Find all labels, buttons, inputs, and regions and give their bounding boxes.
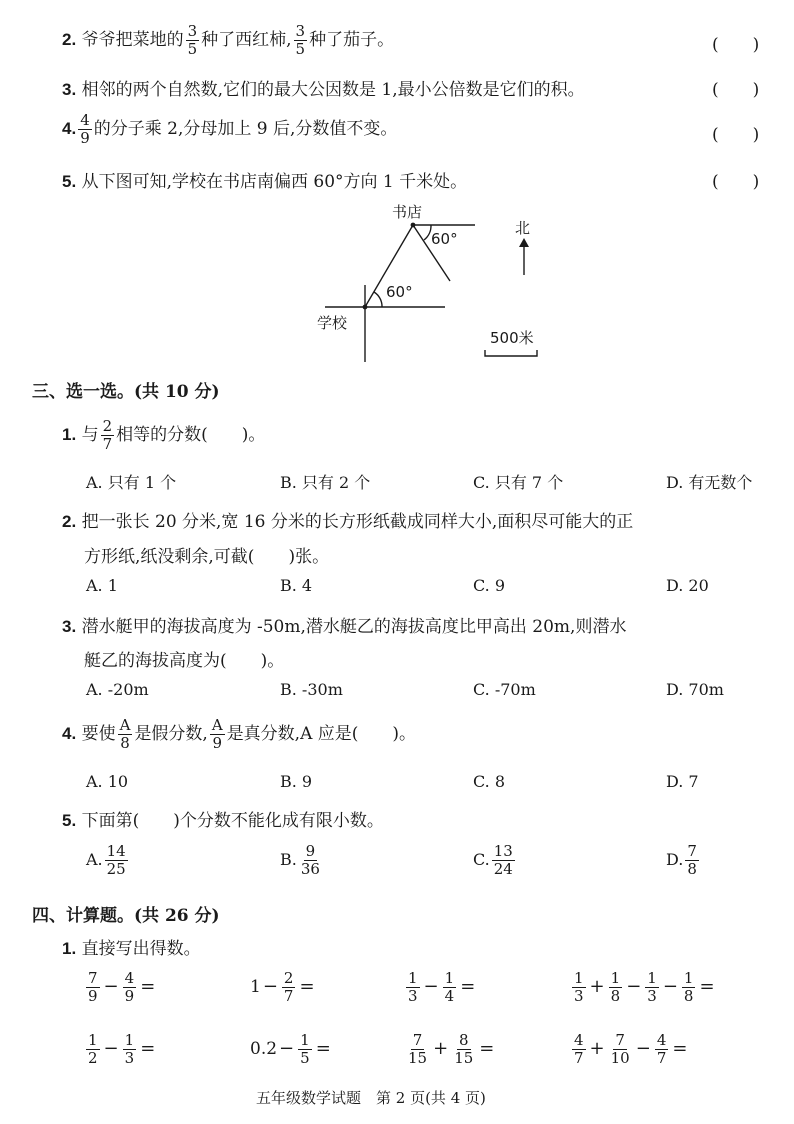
option-b[interactable]: B. 4 — [280, 576, 313, 595]
option-c[interactable]: C. 9 — [473, 576, 506, 595]
option-a[interactable]: A. $\frac{14}{25}$ — [86, 842, 126, 878]
option-a[interactable]: A. -20m — [86, 680, 149, 699]
section4-title: 四、计算题。(共 26 分) — [32, 906, 220, 926]
fraction: $\frac{A}{9}$ — [211, 716, 223, 752]
s3-q5: 5. 下面第( )个分数不能化成有限小数。 — [62, 811, 384, 831]
angle-label-bookstore: 60° — [431, 230, 458, 248]
calc-expression: $\frac{7}{15}$ + $\frac{8}{15}$ = — [408, 1031, 495, 1067]
direction-diagram — [300, 195, 560, 370]
calc-expression: $\frac{1}{3}$ − $\frac{1}{4}$ = — [408, 969, 476, 1005]
fraction: $\frac{2}{7}$ — [102, 417, 113, 453]
option-d[interactable]: D. 70m — [666, 680, 724, 699]
fraction: $\frac{13}{24}$ — [493, 842, 513, 878]
judge-q3: 3. 相邻的两个自然数,它们的最大公因数是 1,最小公倍数是它们的积。 — [62, 80, 585, 100]
fraction: $\frac{9}{36}$ — [300, 842, 320, 878]
option-b[interactable]: B. -30m — [280, 680, 343, 699]
calc-expression: $\frac{1}{2}$ − $\frac{1}{3}$ = — [88, 1031, 156, 1067]
scale-bar — [485, 350, 537, 356]
question-number: 4. — [62, 724, 77, 743]
fraction: $\frac{14}{25}$ — [106, 842, 126, 878]
s3-q2-line2: 方形纸,纸没剩余,可截( )张。 — [84, 547, 330, 567]
question-number: 2. — [62, 30, 77, 49]
answer-paren[interactable]: ( ) — [712, 172, 760, 192]
s4-q1: 1. 直接写出得数。 — [62, 939, 201, 959]
school-label: 学校 — [317, 314, 348, 332]
answer-paren[interactable]: ( ) — [712, 125, 760, 145]
option-d[interactable]: D. 20 — [666, 576, 709, 595]
fraction: $\frac{7}{8}$ — [687, 842, 697, 878]
school-point — [363, 305, 368, 310]
calc-expression: $\frac{4}{7}$ + $\frac{7}{10}$ − $\frac{4}{7}$ = — [574, 1031, 688, 1067]
calc-expression: 0.2 − $\frac{1}{5}$ = — [250, 1031, 331, 1067]
question-number: 5. — [62, 172, 77, 191]
fraction: $\frac{A}{8}$ — [119, 716, 131, 752]
bookstore-point — [411, 223, 416, 228]
calc-expression: 1 − $\frac{2}{7}$ = — [250, 969, 315, 1005]
bookstore-label: 书店 — [392, 203, 423, 221]
question-number: 5. — [62, 811, 77, 830]
question-number: 1. — [62, 939, 77, 958]
question-number: 1. — [62, 425, 77, 444]
angle-arc-school — [374, 292, 382, 307]
question-number: 3. — [62, 617, 77, 636]
option-d[interactable]: D. 有无数个 — [666, 473, 753, 492]
calc-expression: $\frac{7}{9}$ − $\frac{4}{9}$ = — [88, 969, 156, 1005]
s3-q3-line1: 3. 潜水艇甲的海拔高度为 -50m,潜水艇乙的海拔高度比甲高出 20m,则潜水 — [62, 617, 627, 637]
option-c[interactable]: C. 8 — [473, 772, 506, 791]
scale-label: 500米 — [490, 329, 534, 347]
option-c[interactable]: C. 只有 7 个 — [473, 473, 564, 492]
option-a[interactable]: A. 只有 1 个 — [86, 473, 177, 492]
judge-q5: 5. 从下图可知,学校在书店南偏西 60°方向 1 千米处。 — [62, 172, 468, 192]
fraction: $\frac{4}{9}$ — [80, 111, 90, 147]
option-b[interactable]: B. $\frac{9}{36}$ — [280, 842, 320, 878]
s3-q3-line2: 艇乙的海拔高度为( )。 — [84, 651, 285, 671]
s3-q4: 4. 要使 $\frac{A}{8}$ 是假分数, $\frac{A}{9}$ 是真分数,A 应是( )。 — [62, 716, 417, 752]
judge-q2: 2. 爷爷把菜地的 $\frac{3}{5}$ 种了西红柿, $\frac{3}{5}$ 种了茄子。 — [62, 22, 395, 58]
calc-expression: $\frac{1}{3}$ + $\frac{1}{8}$ − $\frac{1}{3}$ − $\frac{1}{8}$ = — [574, 969, 715, 1005]
s3-q1: 1. 与 $\frac{2}{7}$ 相等的分数( )。 — [62, 417, 266, 453]
option-d[interactable]: D. 7 — [666, 772, 699, 791]
question-number: 4. — [62, 119, 77, 138]
option-c[interactable]: C. -70m — [473, 680, 536, 699]
north-arrowhead — [519, 238, 529, 247]
option-b[interactable]: B. 9 — [280, 772, 313, 791]
option-c[interactable]: C. $\frac{13}{24}$ — [473, 842, 513, 878]
option-a[interactable]: A. 10 — [86, 772, 129, 791]
north-label: 北 — [515, 219, 531, 237]
s3-q2-line1: 2. 把一张长 20 分米,宽 16 分米的长方形纸截成同样大小,面积尽可能大的正 — [62, 512, 634, 532]
option-a[interactable]: A. 1 — [86, 576, 118, 595]
angle-arc-bookstore — [424, 225, 431, 240]
question-number: 3. — [62, 80, 77, 99]
fraction: $\frac{3}{5}$ — [295, 22, 306, 58]
answer-paren[interactable]: ( ) — [712, 80, 760, 100]
option-b[interactable]: B. 只有 2 个 — [280, 473, 371, 492]
answer-paren[interactable]: ( ) — [712, 35, 760, 55]
angle-label-school: 60° — [386, 283, 413, 301]
judge-q4: 4. $\frac{4}{9}$ 的分子乘 2,分母加上 9 后,分数值不变。 — [62, 111, 398, 147]
question-number: 2. — [62, 512, 77, 531]
page-footer: 五年级数学试题 第 2 页(共 4 页) — [256, 1089, 486, 1107]
fraction: $\frac{3}{5}$ — [187, 22, 198, 58]
section3-title: 三、选一选。(共 10 分) — [32, 382, 220, 402]
option-d[interactable]: D. $\frac{7}{8}$ — [666, 842, 697, 878]
